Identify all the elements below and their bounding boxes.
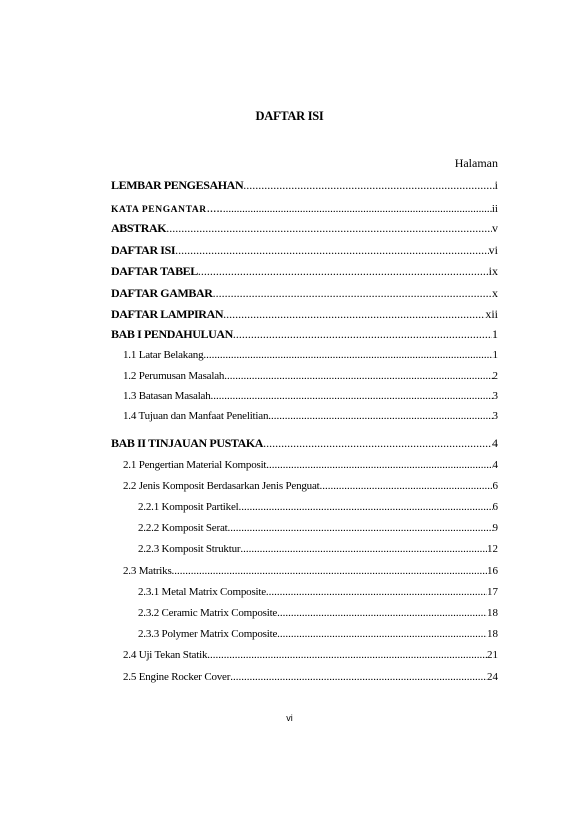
leader-dots <box>239 499 493 515</box>
toc-entry-daftar-isi[interactable] <box>111 242 498 258</box>
toc-entry-label: 2.2.1 Komposit Partikel <box>138 501 239 513</box>
toc-entry-label: 1.2 Perumusan Masalah <box>123 370 225 382</box>
toc-entry-page: 1 <box>492 327 498 341</box>
toc-entry-label: 2.3 Matriks <box>123 565 172 577</box>
toc-entry-label: DAFTAR TABEL <box>111 264 198 278</box>
toc-entry-1-3[interactable] <box>123 388 498 404</box>
halaman-label: Halaman <box>454 156 498 170</box>
toc-entry-page: 3 <box>492 390 498 402</box>
toc-entry-2-3[interactable] <box>123 563 498 579</box>
toc-entry-2-2[interactable] <box>123 478 498 494</box>
toc-entry-2-1[interactable] <box>123 457 498 473</box>
toc-entry-label: DAFTAR ISI <box>111 243 176 257</box>
leader-dots <box>268 408 492 424</box>
toc-entry-label: 2.3.3 Polymer Matrix Composite <box>138 628 278 640</box>
leader-dots <box>213 285 492 301</box>
leader-dots <box>172 563 487 579</box>
leader-dots <box>230 669 487 685</box>
toc-entry-daftar-gambar[interactable] <box>111 285 498 301</box>
leader-dots <box>228 520 493 536</box>
toc-entry-label: 2.3.1 Metal Matrix Composite <box>138 586 266 598</box>
toc-entry-label: BAB I PENDAHULUAN <box>111 327 233 341</box>
leader-dots <box>203 347 492 363</box>
toc-entry-bab-1[interactable] <box>111 326 498 342</box>
leader-dots <box>223 201 492 217</box>
toc-entry-2-4[interactable] <box>123 647 498 663</box>
leader-dots <box>166 220 492 236</box>
leader-dots <box>207 647 487 663</box>
toc-entry-page: i <box>494 178 498 192</box>
toc-entry-daftar-lampiran[interactable] <box>111 306 498 322</box>
toc-entry-lembar-pengesahan[interactable] <box>111 177 498 193</box>
toc-entry-label: 2.5 Engine Rocker Cover <box>123 671 231 683</box>
toc-entry-label: ABSTRAK <box>111 221 167 235</box>
leader-dots <box>266 457 492 473</box>
toc-entry-page: 9 <box>492 522 498 534</box>
toc-entry-label: 1.4 Tujuan dan Manfaat Penelitian <box>123 410 269 422</box>
toc-entry-page: 3 <box>492 410 498 422</box>
toc-entry-page: x <box>492 286 498 300</box>
toc-entry-label: DAFTAR GAMBAR <box>111 286 213 300</box>
toc-entry-kata-pengantar[interactable] <box>111 201 498 217</box>
toc-entry-page: ii <box>491 203 498 215</box>
toc-entry-page: 17 <box>487 586 498 598</box>
toc-entry-page: 18 <box>487 628 498 640</box>
toc-entry-2-2-3[interactable] <box>138 541 498 557</box>
leader-dots <box>175 242 489 258</box>
toc-entry-2-3-2[interactable] <box>138 605 498 621</box>
toc-entry-page: xii <box>485 307 498 321</box>
leader-dots <box>233 326 492 342</box>
toc-entry-page: v <box>492 221 498 235</box>
toc-entry-page: 4 <box>492 459 498 471</box>
leader-dots <box>240 541 487 557</box>
toc-entry-label: 2.3.2 Ceramic Matrix Composite <box>138 607 278 619</box>
toc-entry-abstrak[interactable] <box>111 220 498 236</box>
toc-entry-bab-2[interactable] <box>111 435 498 451</box>
toc-entry-page: 4 <box>492 436 498 450</box>
toc-entry-page: 1 <box>492 349 498 361</box>
toc-entry-page: 18 <box>487 607 498 619</box>
toc-entry-label: 1.3 Batasan Masalah <box>123 390 211 402</box>
toc-entry-label: 2.2.2 Komposit Serat <box>138 522 228 534</box>
toc-entry-label: LEMBAR PENGESAHAN <box>111 178 244 192</box>
leader-dots <box>224 368 492 384</box>
toc-entry-page: 6 <box>492 480 498 492</box>
toc-entry-2-5[interactable] <box>123 669 498 685</box>
toc-entry-page: ix <box>488 264 498 278</box>
leader-dots <box>198 263 489 279</box>
toc-entry-2-3-1[interactable] <box>138 584 498 600</box>
toc-entry-page: vi <box>488 243 498 257</box>
page-number: vi <box>286 713 293 723</box>
leader-dots <box>223 306 485 322</box>
toc-entry-page: 21 <box>487 649 498 661</box>
toc-entry-page: 24 <box>487 671 498 683</box>
toc-entry-1-2[interactable] <box>123 368 498 384</box>
toc-entry-label: 2.2 Jenis Komposit Berdasarkan Jenis Penguat <box>123 480 320 492</box>
leader-dots <box>243 177 494 193</box>
toc-entry-label: 2.2.3 Komposit Struktur <box>138 543 241 555</box>
toc-entry-2-2-2[interactable] <box>138 520 498 536</box>
leader-dots <box>266 584 487 600</box>
toc-entry-page: 16 <box>487 565 498 577</box>
toc-entry-1-4[interactable] <box>123 408 498 424</box>
toc-entry-label: 2.1 Pengertian Material Komposit <box>123 459 267 471</box>
leader-dots <box>263 435 492 451</box>
leader-dots <box>277 626 487 642</box>
toc-entry-1-1[interactable] <box>123 347 498 363</box>
page-title: DAFTAR ISI <box>255 109 324 123</box>
toc-entry-label: BAB II TINJAUAN PUSTAKA <box>111 436 264 450</box>
leader-dots <box>320 478 493 494</box>
toc-entry-label: DAFTAR LAMPIRAN <box>111 307 224 321</box>
toc-entry-label: KATA PENGANTAR….. <box>111 205 223 215</box>
toc-entry-page: 12 <box>487 543 498 555</box>
toc-entry-2-3-3[interactable] <box>138 626 498 642</box>
leader-dots <box>211 388 493 404</box>
toc-entry-daftar-tabel[interactable] <box>111 263 498 279</box>
toc-entry-label: 2.4 Uji Tekan Statik <box>123 649 208 661</box>
toc-entry-page: 6 <box>492 501 498 513</box>
leader-dots <box>277 605 487 621</box>
toc-entry-page: 2 <box>492 370 498 382</box>
toc-entry-label: 1.1 Latar Belakang <box>123 349 204 361</box>
toc-entry-2-2-1[interactable] <box>138 499 498 515</box>
